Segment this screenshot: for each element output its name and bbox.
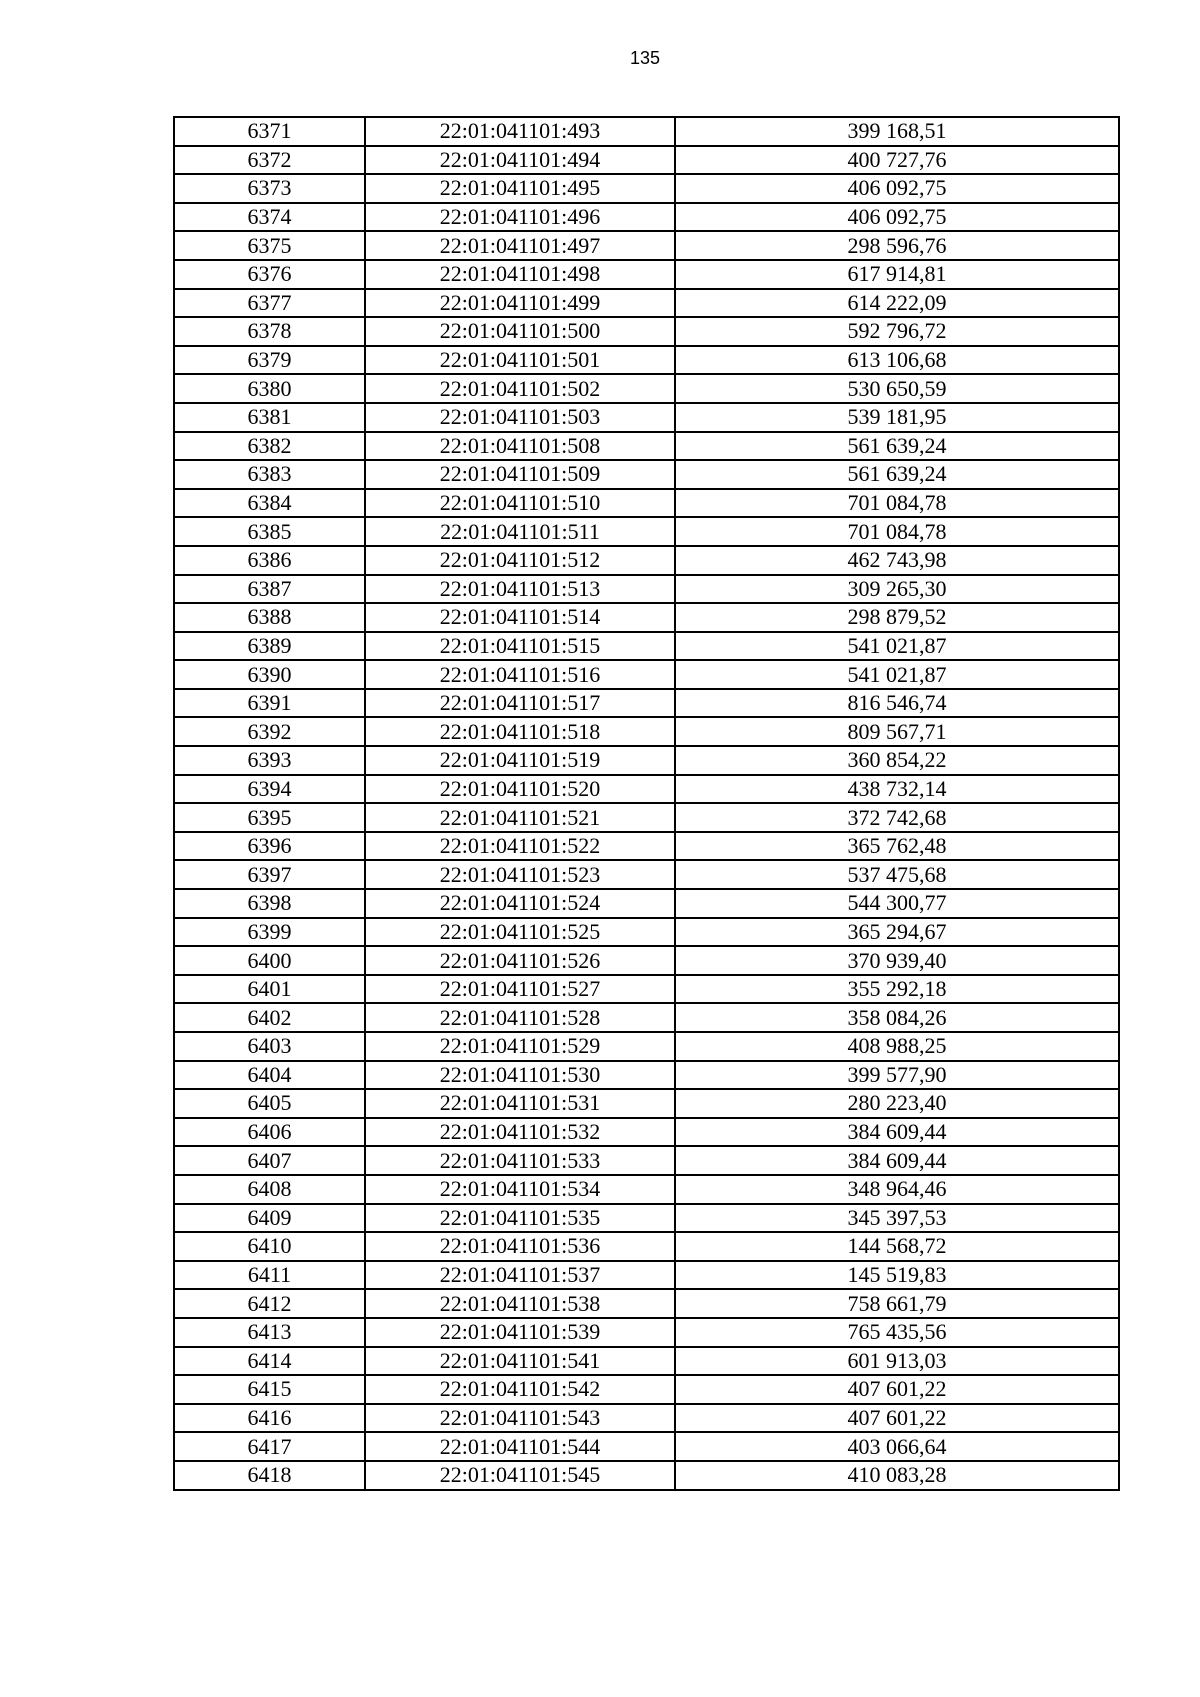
cadastral-value-cell: 407 601,22 (675, 1404, 1119, 1433)
page-number: 135 (629, 48, 661, 68)
row-number-cell: 6387 (174, 575, 365, 604)
row-number-cell: 6379 (174, 346, 365, 375)
row-number-cell: 6375 (174, 231, 365, 260)
table-row (174, 1289, 1119, 1318)
cadastral-number-cell: 22:01:041101:517 (365, 689, 675, 718)
table-row (174, 946, 1119, 975)
cadastral-number-cell: 22:01:041101:538 (365, 1289, 675, 1318)
table-row (174, 603, 1119, 632)
cadastral-number-cell: 22:01:041101:523 (365, 860, 675, 889)
cadastral-number-cell: 22:01:041101:522 (365, 832, 675, 861)
cadastral-value-cell: 539 181,95 (675, 403, 1119, 432)
row-number-cell: 6385 (174, 517, 365, 546)
cadastral-value-cell: 365 762,48 (675, 832, 1119, 861)
cadastral-value-cell: 561 639,24 (675, 432, 1119, 461)
table-row (174, 1118, 1119, 1147)
cadastral-value-cell: 809 567,71 (675, 717, 1119, 746)
table-row (174, 146, 1119, 175)
cadastral-value-cell: 601 913,03 (675, 1347, 1119, 1376)
cadastral-number-cell: 22:01:041101:509 (365, 460, 675, 489)
table-row (174, 689, 1119, 718)
cadastral-value-cell: 345 397,53 (675, 1204, 1119, 1233)
table-row (174, 203, 1119, 232)
table-row (174, 317, 1119, 346)
row-number-cell: 6403 (174, 1032, 365, 1061)
row-number-cell: 6398 (174, 889, 365, 918)
table-row (174, 374, 1119, 403)
cadastral-number-cell: 22:01:041101:512 (365, 546, 675, 575)
cadastral-value-cell: 561 639,24 (675, 460, 1119, 489)
cadastral-value-cell: 541 021,87 (675, 660, 1119, 689)
table-row (174, 117, 1119, 146)
cadastral-number-cell: 22:01:041101:525 (365, 918, 675, 947)
table-row (174, 1061, 1119, 1090)
row-number-cell: 6389 (174, 632, 365, 661)
row-number-cell: 6382 (174, 432, 365, 461)
cadastral-number-cell: 22:01:041101:501 (365, 346, 675, 375)
row-number-cell: 6394 (174, 775, 365, 804)
row-number-cell: 6388 (174, 603, 365, 632)
cadastral-number-cell: 22:01:041101:499 (365, 289, 675, 318)
cadastral-value-cell: 701 084,78 (675, 489, 1119, 518)
cadastral-number-cell: 22:01:041101:508 (365, 432, 675, 461)
cadastral-value-cell: 399 577,90 (675, 1061, 1119, 1090)
cadastral-number-cell: 22:01:041101:520 (365, 775, 675, 804)
row-number-cell: 6409 (174, 1204, 365, 1233)
row-number-cell: 6417 (174, 1432, 365, 1461)
cadastral-number-cell: 22:01:041101:519 (365, 746, 675, 775)
table-row (174, 1204, 1119, 1233)
row-number-cell: 6408 (174, 1175, 365, 1204)
table-row (174, 231, 1119, 260)
row-number-cell: 6416 (174, 1404, 365, 1433)
row-number-cell: 6402 (174, 1003, 365, 1032)
table-row (174, 889, 1119, 918)
table-row (174, 432, 1119, 461)
table-row (174, 174, 1119, 203)
cadastral-number-cell: 22:01:041101:500 (365, 317, 675, 346)
cadastral-value-cell: 298 596,76 (675, 231, 1119, 260)
row-number-cell: 6393 (174, 746, 365, 775)
row-number-cell: 6392 (174, 717, 365, 746)
cadastral-number-cell: 22:01:041101:494 (365, 146, 675, 175)
row-number-cell: 6395 (174, 803, 365, 832)
cadastral-number-cell: 22:01:041101:541 (365, 1347, 675, 1376)
row-number-cell: 6406 (174, 1118, 365, 1147)
cadastral-number-cell: 22:01:041101:536 (365, 1232, 675, 1261)
cadastral-number-cell: 22:01:041101:498 (365, 260, 675, 289)
cadastral-number-cell: 22:01:041101:527 (365, 975, 675, 1004)
cadastral-value-cell: 403 066,64 (675, 1432, 1119, 1461)
cadastral-value-cell: 758 661,79 (675, 1289, 1119, 1318)
cadastral-value-cell: 384 609,44 (675, 1118, 1119, 1147)
row-number-cell: 6374 (174, 203, 365, 232)
cadastral-number-cell: 22:01:041101:524 (365, 889, 675, 918)
cadastral-value-cell: 298 879,52 (675, 603, 1119, 632)
cadastral-value-cell: 614 222,09 (675, 289, 1119, 318)
cadastral-value-cell: 372 742,68 (675, 803, 1119, 832)
table-body (174, 117, 1119, 1490)
cadastral-value-cell: 701 084,78 (675, 517, 1119, 546)
table-row (174, 1175, 1119, 1204)
table-row (174, 1318, 1119, 1347)
row-number-cell: 6386 (174, 546, 365, 575)
row-number-cell: 6413 (174, 1318, 365, 1347)
cadastral-number-cell: 22:01:041101:535 (365, 1204, 675, 1233)
cadastral-value-cell: 400 727,76 (675, 146, 1119, 175)
cadastral-number-cell: 22:01:041101:514 (365, 603, 675, 632)
cadastral-value-cell: 765 435,56 (675, 1318, 1119, 1347)
cadastral-number-cell: 22:01:041101:533 (365, 1146, 675, 1175)
table-row (174, 1375, 1119, 1404)
table-row (174, 460, 1119, 489)
cadastral-number-cell: 22:01:041101:510 (365, 489, 675, 518)
cadastral-value-cell: 144 568,72 (675, 1232, 1119, 1261)
cadastral-value-cell: 530 650,59 (675, 374, 1119, 403)
table-row (174, 403, 1119, 432)
cadastral-number-cell: 22:01:041101:534 (365, 1175, 675, 1204)
table-row (174, 975, 1119, 1004)
cadastral-number-cell: 22:01:041101:539 (365, 1318, 675, 1347)
row-number-cell: 6378 (174, 317, 365, 346)
table-row (174, 1146, 1119, 1175)
table-row (174, 717, 1119, 746)
cadastral-number-cell: 22:01:041101:537 (365, 1261, 675, 1290)
cadastral-number-cell: 22:01:041101:531 (365, 1089, 675, 1118)
cadastral-number-cell: 22:01:041101:543 (365, 1404, 675, 1433)
row-number-cell: 6412 (174, 1289, 365, 1318)
cadastral-number-cell: 22:01:041101:518 (365, 717, 675, 746)
cadastral-value-cell: 309 265,30 (675, 575, 1119, 604)
row-number-cell: 6371 (174, 117, 365, 146)
cadastral-number-cell: 22:01:041101:497 (365, 231, 675, 260)
row-number-cell: 6400 (174, 946, 365, 975)
table-row (174, 260, 1119, 289)
cadastral-value-cell: 406 092,75 (675, 203, 1119, 232)
row-number-cell: 6418 (174, 1461, 365, 1490)
cadastral-value-cell: 406 092,75 (675, 174, 1119, 203)
cadastral-value-table (173, 116, 1120, 1491)
row-number-cell: 6391 (174, 689, 365, 718)
table-row (174, 1404, 1119, 1433)
cadastral-value-cell: 370 939,40 (675, 946, 1119, 975)
cadastral-number-cell: 22:01:041101:521 (365, 803, 675, 832)
table-row (174, 546, 1119, 575)
cadastral-value-cell: 365 294,67 (675, 918, 1119, 947)
cadastral-number-cell: 22:01:041101:542 (365, 1375, 675, 1404)
cadastral-value-cell: 384 609,44 (675, 1146, 1119, 1175)
table-row (174, 575, 1119, 604)
table-row (174, 832, 1119, 861)
row-number-cell: 6415 (174, 1375, 365, 1404)
table-row (174, 489, 1119, 518)
cadastral-value-cell: 280 223,40 (675, 1089, 1119, 1118)
cadastral-value-cell: 544 300,77 (675, 889, 1119, 918)
table-row (174, 1032, 1119, 1061)
row-number-cell: 6383 (174, 460, 365, 489)
row-number-cell: 6414 (174, 1347, 365, 1376)
table-row (174, 1261, 1119, 1290)
row-number-cell: 6380 (174, 374, 365, 403)
table-row (174, 1432, 1119, 1461)
cadastral-number-cell: 22:01:041101:493 (365, 117, 675, 146)
cadastral-number-cell: 22:01:041101:528 (365, 1003, 675, 1032)
row-number-cell: 6372 (174, 146, 365, 175)
cadastral-number-cell: 22:01:041101:532 (365, 1118, 675, 1147)
row-number-cell: 6396 (174, 832, 365, 861)
cadastral-value-cell: 617 914,81 (675, 260, 1119, 289)
cadastral-number-cell: 22:01:041101:516 (365, 660, 675, 689)
table-row (174, 1232, 1119, 1261)
cadastral-value-cell: 613 106,68 (675, 346, 1119, 375)
table-row (174, 803, 1119, 832)
cadastral-number-cell: 22:01:041101:513 (365, 575, 675, 604)
row-number-cell: 6404 (174, 1061, 365, 1090)
cadastral-value-cell: 408 988,25 (675, 1032, 1119, 1061)
row-number-cell: 6381 (174, 403, 365, 432)
cadastral-value-cell: 438 732,14 (675, 775, 1119, 804)
row-number-cell: 6384 (174, 489, 365, 518)
cadastral-value-cell: 592 796,72 (675, 317, 1119, 346)
cadastral-number-cell: 22:01:041101:544 (365, 1432, 675, 1461)
cadastral-value-cell: 145 519,83 (675, 1261, 1119, 1290)
row-number-cell: 6405 (174, 1089, 365, 1118)
row-number-cell: 6410 (174, 1232, 365, 1261)
cadastral-value-cell: 537 475,68 (675, 860, 1119, 889)
cadastral-number-cell: 22:01:041101:496 (365, 203, 675, 232)
cadastral-value-cell: 399 168,51 (675, 117, 1119, 146)
cadastral-value-cell: 816 546,74 (675, 689, 1119, 718)
table-row (174, 1461, 1119, 1490)
table-row (174, 1003, 1119, 1032)
cadastral-number-cell: 22:01:041101:545 (365, 1461, 675, 1490)
cadastral-value-cell: 410 083,28 (675, 1461, 1119, 1490)
table-row (174, 632, 1119, 661)
row-number-cell: 6376 (174, 260, 365, 289)
table-row (174, 860, 1119, 889)
cadastral-value-cell: 407 601,22 (675, 1375, 1119, 1404)
cadastral-number-cell: 22:01:041101:526 (365, 946, 675, 975)
cadastral-number-cell: 22:01:041101:495 (365, 174, 675, 203)
cadastral-value-cell: 348 964,46 (675, 1175, 1119, 1204)
cadastral-number-cell: 22:01:041101:515 (365, 632, 675, 661)
table-row (174, 346, 1119, 375)
row-number-cell: 6390 (174, 660, 365, 689)
cadastral-number-cell: 22:01:041101:503 (365, 403, 675, 432)
table-row (174, 660, 1119, 689)
row-number-cell: 6377 (174, 289, 365, 318)
table-row (174, 918, 1119, 947)
cadastral-number-cell: 22:01:041101:511 (365, 517, 675, 546)
table-row (174, 775, 1119, 804)
row-number-cell: 6407 (174, 1146, 365, 1175)
cadastral-value-cell: 358 084,26 (675, 1003, 1119, 1032)
cadastral-number-cell: 22:01:041101:502 (365, 374, 675, 403)
table-row (174, 746, 1119, 775)
table-row (174, 517, 1119, 546)
table-row (174, 1347, 1119, 1376)
cadastral-number-cell: 22:01:041101:529 (365, 1032, 675, 1061)
row-number-cell: 6373 (174, 174, 365, 203)
row-number-cell: 6411 (174, 1261, 365, 1290)
row-number-cell: 6397 (174, 860, 365, 889)
cadastral-value-cell: 360 854,22 (675, 746, 1119, 775)
table-row (174, 289, 1119, 318)
cadastral-value-cell: 462 743,98 (675, 546, 1119, 575)
row-number-cell: 6399 (174, 918, 365, 947)
cadastral-number-cell: 22:01:041101:530 (365, 1061, 675, 1090)
cadastral-value-cell: 541 021,87 (675, 632, 1119, 661)
table-row (174, 1089, 1119, 1118)
row-number-cell: 6401 (174, 975, 365, 1004)
cadastral-value-cell: 355 292,18 (675, 975, 1119, 1004)
